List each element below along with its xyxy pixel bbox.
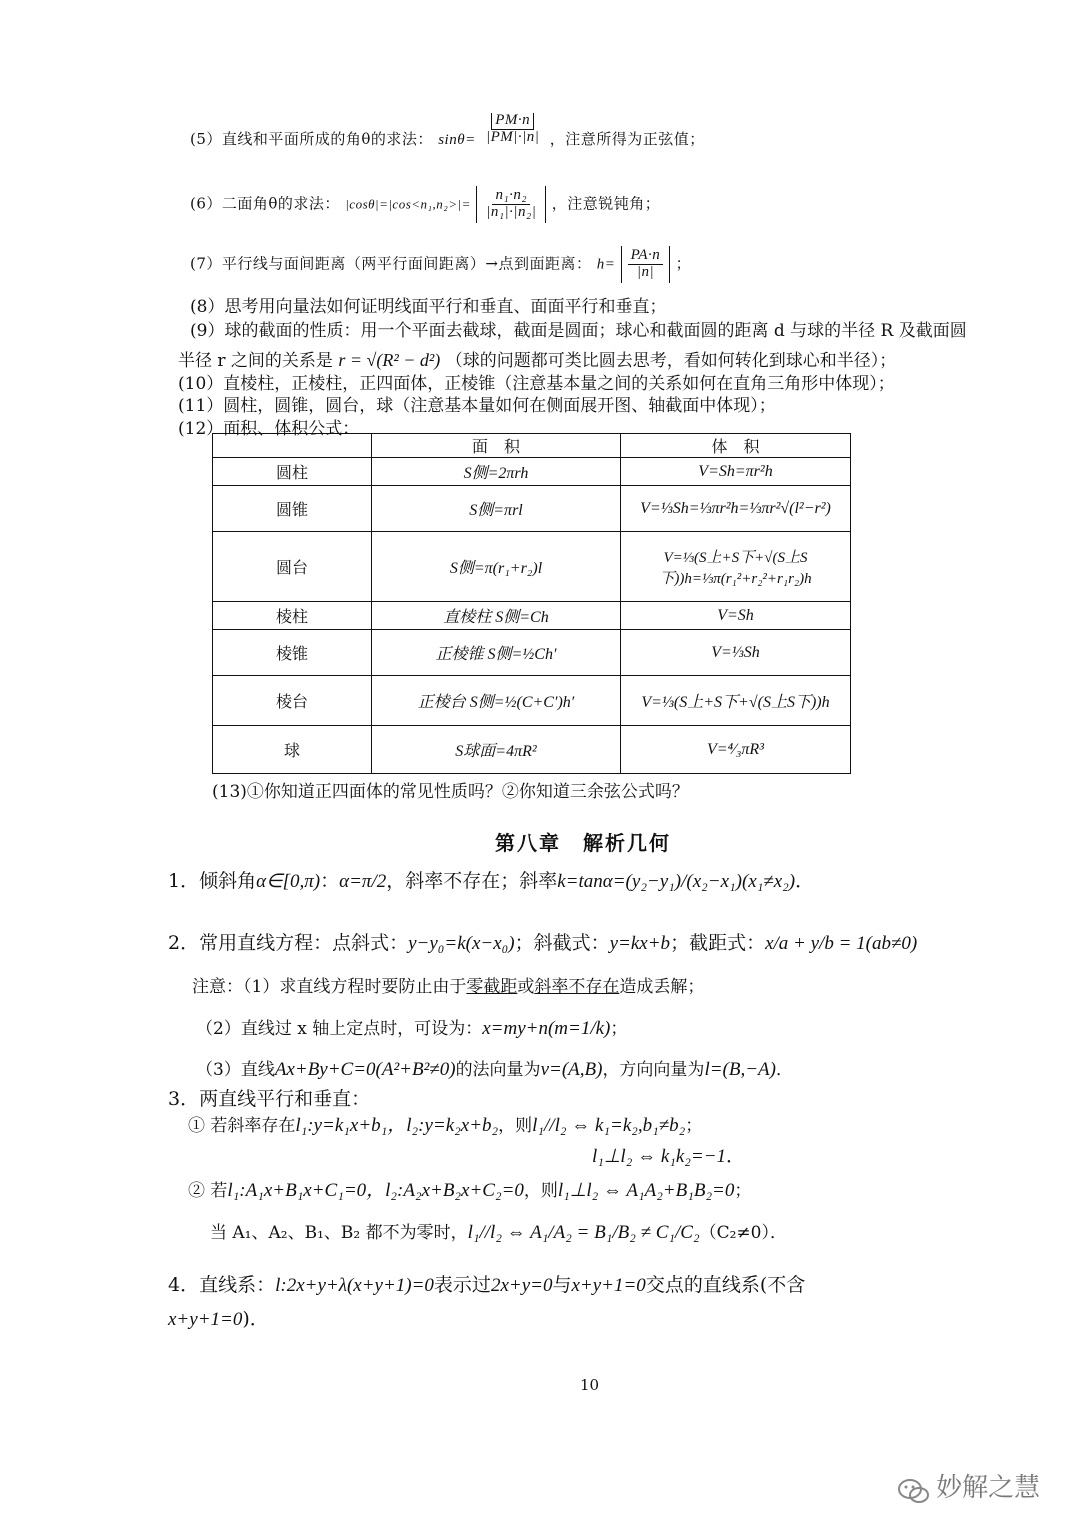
page-number: 10 xyxy=(580,1376,600,1394)
point-4-end: )． xyxy=(242,1308,269,1330)
point-3-case-3 xyxy=(210,1218,787,1244)
chapter-title: 第八章 解析几何 xyxy=(495,831,671,855)
point-4-mid2: 交点的直线系(不含 xyxy=(645,1274,806,1296)
case-1-perpendicular: l₁⊥l₂ ⇔ k₁k₂=−1 xyxy=(592,1146,727,1167)
shape-name: 球 xyxy=(213,726,372,774)
note-zero-intercept: 零截距 xyxy=(466,977,518,997)
area-volume-table xyxy=(212,433,851,774)
watermark-text: 妙解之慧 xyxy=(936,1473,1041,1503)
note-3-mid2: ，方向向量为 xyxy=(602,1060,705,1080)
slope-intercept-form: y=kx+b xyxy=(609,933,671,954)
point-1 xyxy=(168,866,814,893)
item-5-denominator: |PM|·|n| xyxy=(486,128,540,145)
item-7-numerator: PA·n xyxy=(628,248,664,265)
item-6-lhs: |cosθ|=|cos<n₁,n₂>|= xyxy=(345,196,471,212)
point-1-end: ． xyxy=(795,870,815,892)
volume-formula: V=⅓(S上+S下+√(S上S下))h=⅓π(r₁²+r₂²+r₁r₂)h xyxy=(621,532,851,602)
case-1-then: ，则 xyxy=(498,1116,533,1136)
note-2-end: ； xyxy=(610,1019,628,1039)
shape-name: 圆台 xyxy=(213,532,372,602)
line-a: 2x+y=0 xyxy=(490,1275,553,1296)
item-12: (12）面积、体积公式： xyxy=(178,419,360,439)
angle-range: α∈[0,π) xyxy=(256,871,321,892)
point-2-label: 2．常用直线方程：点斜式： xyxy=(168,932,409,954)
shape-name: 棱锥 xyxy=(213,630,372,676)
volume-formula: V=Sh=πr²h xyxy=(621,458,851,486)
table-row xyxy=(213,532,851,602)
note-no-slope: 斜率不存在 xyxy=(534,977,620,997)
case-1-parallel: l₁//l₂ ⇔ k₁=k₂,b₁≠b₂ xyxy=(532,1115,686,1136)
line-b: x+y+1=0 xyxy=(571,1275,646,1296)
item-5-note: ，注意所得为正弦值； xyxy=(549,130,705,148)
note-1 xyxy=(192,972,704,997)
note-3 xyxy=(196,1055,793,1081)
item-9-formula: r = √(R² − d²) xyxy=(338,350,441,370)
item-9-line1: (9）球的截面的性质：用一个平面去截球，截面是圆面；球心和截面圆的距离 d 与球的半径 R 及截面圆 xyxy=(190,321,967,341)
point-4-label: 4．直线系： xyxy=(168,1274,276,1296)
case-1-lines: l₁:y=k₁x+b₁，l₂:y=k₂x+b₂ xyxy=(295,1115,499,1136)
volume-formula: V=⅓Sh=⅓πr²h=⅓πr²√(l²−r²) xyxy=(621,486,851,532)
point-slope-form: y−y₀=k(x−x₀) xyxy=(408,933,515,954)
point-1-colon: ： xyxy=(320,870,340,892)
item-6-numerator: n₁·n₂ xyxy=(492,188,530,205)
point-4-and: 与 xyxy=(552,1274,572,1296)
table-header-cell xyxy=(213,434,372,458)
item-6-fraction xyxy=(483,188,539,221)
item-6-note: ，注意锐钝角； xyxy=(551,194,661,213)
item-8: (8）思考用向量法如何证明线面平行和垂直、面面平行和垂直； xyxy=(190,297,667,317)
volume-formula: V=⅓Sh xyxy=(621,630,851,676)
note-2-formula: x=my+n(m=1/k) xyxy=(482,1018,611,1039)
note-1-end: 造成丢解； xyxy=(619,977,705,997)
point-3: 3．两直线平行和垂直： xyxy=(168,1088,371,1110)
item-5-fraction xyxy=(483,113,542,146)
item-7-lhs: h= xyxy=(596,256,616,273)
item-6-text: (6）二面角θ的求法： xyxy=(190,194,340,213)
area-formula: S侧=πrl xyxy=(372,486,621,532)
table-row xyxy=(213,726,851,774)
item-5-numerator: PM·n xyxy=(491,113,534,130)
area-formula: 直棱柱 S侧=Ch xyxy=(372,602,621,630)
item-7-fraction xyxy=(628,248,664,281)
case-3-end: （C₂≠0）． xyxy=(699,1223,787,1243)
case-2-end: ； xyxy=(734,1181,752,1201)
item-9-line2 xyxy=(178,346,896,371)
table-row xyxy=(213,486,851,532)
shape-name: 棱柱 xyxy=(213,602,372,630)
table-row xyxy=(213,676,851,726)
item-7-text: (7）平行线与面间距离（两平行面间距离）→点到面距离： xyxy=(190,254,592,273)
vertical-angle: α=π/2 xyxy=(339,871,387,892)
item-6 xyxy=(190,186,660,223)
shape-name: 圆锥 xyxy=(213,486,372,532)
excluded-line: x+y+1=0 xyxy=(168,1309,243,1330)
point-4-mid1: 表示过 xyxy=(433,1274,491,1296)
volume-formula: V=⁴⁄₃πR³ xyxy=(621,726,851,774)
point-3-case-1 xyxy=(188,1110,702,1137)
volume-formula: V=Sh xyxy=(621,602,851,630)
point-1-label: 1．倾斜角 xyxy=(168,870,257,892)
note-or: 或 xyxy=(517,977,535,997)
area-formula: S侧=π(r₁+r₂)l xyxy=(372,532,621,602)
note-3-mid1: 的法向量为 xyxy=(455,1060,541,1080)
point-4 xyxy=(168,1270,805,1297)
item-9-text: 半径 r 之间的关系是 xyxy=(178,351,339,371)
item-13: (13)①你知道正四面体的常见性质吗？②你知道三余弦公式吗？ xyxy=(212,782,689,802)
item-11: (11）圆柱，圆锥，圆台，球（注意基本量如何在侧面展开图、轴截面中体现）； xyxy=(178,396,776,416)
direction-vector: l=(B,−A) xyxy=(704,1059,776,1080)
point-2-mid1: ；斜截式： xyxy=(514,932,610,954)
item-9-note: （球的问题都可类比圆去思考，看如何转化到球心和半径）； xyxy=(445,351,897,371)
point-1-mid: ，斜率不存在；斜率 xyxy=(386,870,558,892)
case-2-perpendicular: l₁⊥l₂ ⇔ A₁A₂+B₁B₂=0 xyxy=(557,1180,735,1201)
volume-formula: V=⅓(S上+S下+√(S上S下))h xyxy=(621,676,851,726)
case-1-label: ① 若斜率存在 xyxy=(188,1116,296,1136)
point-4-cont xyxy=(168,1304,269,1331)
point-2 xyxy=(168,928,917,955)
case-3-text: 当 A₁、A₂、B₁、B₂ 都不为零时， xyxy=(210,1223,468,1243)
note-3-label: （3）直线 xyxy=(196,1060,275,1080)
line-family: l:2x+y+λ(x+y+1)=0 xyxy=(275,1275,434,1296)
note-2 xyxy=(196,1014,627,1040)
item-5-lhs: sinθ= xyxy=(438,132,476,148)
table-header-row xyxy=(213,434,851,458)
area-formula: S侧=2πrh xyxy=(372,458,621,486)
point-3-case-1-perp xyxy=(592,1141,745,1168)
intercept-form: x/a + y/b = 1(ab≠0) xyxy=(765,933,918,954)
point-3-case-2 xyxy=(188,1175,751,1202)
case-2-label: ② 若 xyxy=(188,1181,228,1201)
case-1-semicolon: ； xyxy=(685,1116,703,1136)
slope-formula: k=tanα=(y₂−y₁)/(x₂−x₁)(x₁≠x₂) xyxy=(557,871,796,892)
table-row xyxy=(213,458,851,486)
case-2-then: ，则 xyxy=(523,1181,558,1201)
case-1-end: ． xyxy=(726,1145,746,1167)
area-formula: 正棱台 S侧=½(C+C′)h′ xyxy=(372,676,621,726)
wechat-icon xyxy=(897,1477,931,1507)
note-1-text: 注意：（1）求直线方程时要防止由于 xyxy=(192,977,467,997)
item-7-denominator: |n| xyxy=(636,263,655,280)
shape-name: 圆柱 xyxy=(213,458,372,486)
normal-vector: v=(A,B) xyxy=(540,1059,603,1080)
note-2-text: （2）直线过 x 轴上定点时，可设为： xyxy=(196,1019,483,1039)
item-6-denominator: |n₁|·|n₂| xyxy=(486,203,537,220)
table-row xyxy=(213,630,851,676)
watermark xyxy=(897,1467,1040,1507)
point-2-mid2: ；截距式： xyxy=(670,932,766,954)
case-2-lines: l₁:A₁x+B₁x+C₁=0，l₂:A₂x+B₂x+C₂=0 xyxy=(227,1180,524,1201)
area-formula: S球面=4πR² xyxy=(372,726,621,774)
note-3-end: ． xyxy=(775,1060,793,1080)
table-header-cell: 体 积 xyxy=(621,434,851,458)
table-header-cell: 面 积 xyxy=(372,434,621,458)
item-7-note: ； xyxy=(675,254,692,273)
case-3-parallel: l₁//l₂ ⇔ A₁/A₂ = B₁/B₂ ≠ C₁/C₂ xyxy=(467,1222,700,1243)
general-line-equation: Ax+By+C=0(A²+B²≠0) xyxy=(274,1059,456,1080)
item-7 xyxy=(190,246,691,283)
table-row xyxy=(213,602,851,630)
shape-name: 棱台 xyxy=(213,676,372,726)
item-10: (10）直棱柱，正棱柱，正四面体，正棱锥（注意基本量之间的关系如何在直角三角形中体现）； xyxy=(178,374,895,394)
area-formula: 正棱锥 S侧=½Ch′ xyxy=(372,630,621,676)
item-5-text: (5）直线和平面所成的角θ的求法： xyxy=(190,130,433,148)
